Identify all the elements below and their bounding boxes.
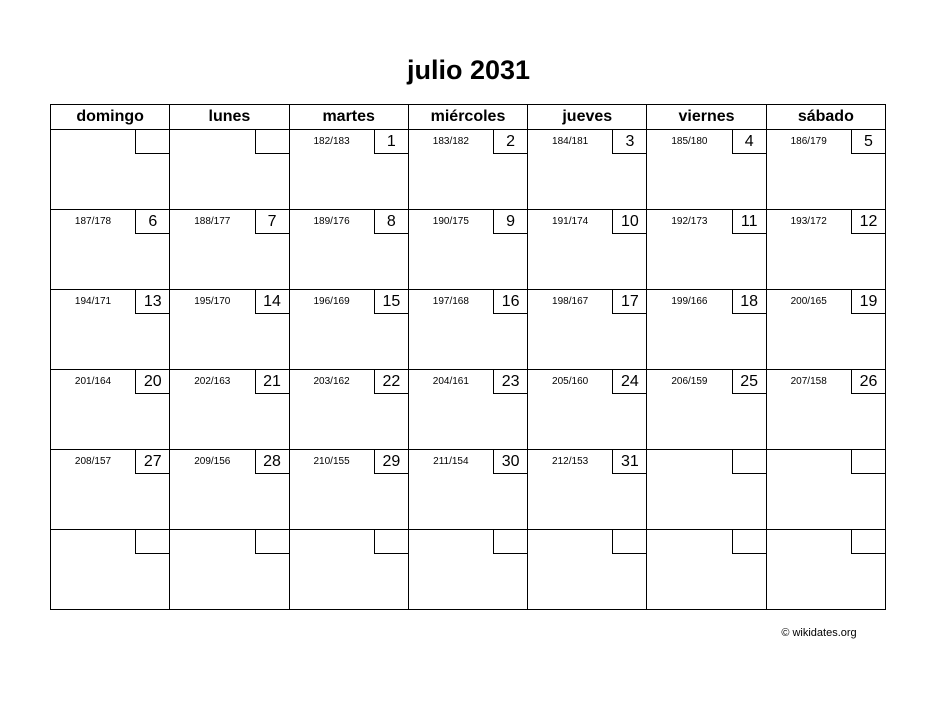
day-cell [170, 290, 289, 370]
day-cell [408, 450, 527, 530]
day-number-box: 17 [612, 290, 646, 314]
day-number-box: 10 [612, 210, 646, 234]
day-of-year-label: 188/177 [194, 216, 231, 227]
day-of-year-label: 193/172 [790, 216, 827, 227]
weekday-header: lunes [170, 105, 289, 130]
day-of-year-label: 194/171 [74, 296, 112, 307]
day-cell [528, 210, 647, 290]
day-number-box [851, 530, 885, 554]
weekday-header-row [51, 105, 886, 130]
day-cell [408, 130, 527, 210]
day-of-year-label: 187/178 [74, 216, 112, 227]
day-of-year-label: 209/156 [194, 456, 231, 467]
day-cell [766, 450, 885, 530]
day-of-year-label: 196/169 [313, 296, 350, 307]
day-of-year-label: 205/160 [552, 376, 589, 387]
day-number-box [374, 530, 408, 554]
day-number-box: 22 [374, 370, 408, 394]
day-number-box: 5 [851, 130, 885, 154]
day-number-box [612, 530, 646, 554]
day-of-year-label: 190/175 [432, 216, 469, 227]
day-cell [528, 130, 647, 210]
day-number-box: 3 [612, 130, 646, 154]
day-number-box: 11 [732, 210, 766, 234]
day-of-year-label: 191/174 [552, 216, 589, 227]
day-of-year-label: 202/163 [194, 376, 231, 387]
day-number-box: 13 [135, 290, 169, 314]
day-number-box: 6 [135, 210, 169, 234]
day-cell [528, 290, 647, 370]
day-cell [170, 210, 289, 290]
day-of-year-label: 197/168 [432, 296, 469, 307]
day-number-box: 8 [374, 210, 408, 234]
day-number-box: 19 [851, 290, 885, 314]
day-cell [766, 530, 885, 610]
day-number-box: 18 [732, 290, 766, 314]
day-cell [51, 290, 170, 370]
day-cell [170, 450, 289, 530]
calendar-week-row [51, 450, 886, 530]
day-of-year-label: 189/176 [313, 216, 350, 227]
day-cell [51, 370, 170, 450]
day-of-year-label: 206/159 [671, 376, 708, 387]
day-cell [647, 450, 766, 530]
day-cell [289, 130, 408, 210]
day-of-year-label: 212/153 [552, 456, 589, 467]
day-cell [528, 530, 647, 610]
day-number-box [493, 530, 527, 554]
copyright-footer: © wikidates.org [781, 627, 857, 639]
day-cell [170, 130, 289, 210]
calendar-week-row [51, 210, 886, 290]
day-number-box: 29 [374, 450, 408, 474]
day-number-box: 30 [493, 450, 527, 474]
day-number-box: 2 [493, 130, 527, 154]
day-cell [766, 370, 885, 450]
day-cell [289, 450, 408, 530]
calendar-week-row [51, 370, 886, 450]
day-number-box: 7 [255, 210, 289, 234]
day-number-box: 15 [374, 290, 408, 314]
day-cell [170, 370, 289, 450]
weekday-header: sábado [766, 105, 885, 130]
day-cell [647, 370, 766, 450]
day-cell [408, 290, 527, 370]
day-number-box: 26 [851, 370, 885, 394]
day-number-box [732, 530, 766, 554]
day-of-year-label: 208/157 [74, 456, 112, 467]
day-number-box: 28 [255, 450, 289, 474]
day-cell [647, 530, 766, 610]
day-of-year-label: 207/158 [790, 376, 827, 387]
weekday-header: miércoles [408, 105, 527, 130]
day-cell [289, 210, 408, 290]
day-cell [647, 130, 766, 210]
day-of-year-label: 182/183 [313, 136, 350, 147]
day-number-box: 16 [493, 290, 527, 314]
day-cell [647, 290, 766, 370]
day-of-year-label: 211/154 [433, 456, 469, 467]
day-cell [528, 450, 647, 530]
day-number-box: 9 [493, 210, 527, 234]
day-of-year-label: 198/167 [552, 296, 589, 307]
weekday-header: viernes [647, 105, 766, 130]
day-number-box [255, 530, 289, 554]
day-number-box: 24 [612, 370, 646, 394]
day-cell [51, 130, 170, 210]
day-of-year-label: 192/173 [671, 216, 708, 227]
day-cell [51, 450, 170, 530]
day-cell [170, 530, 289, 610]
day-of-year-label: 195/170 [194, 296, 231, 307]
day-number-box: 21 [255, 370, 289, 394]
day-of-year-label: 201/164 [74, 376, 112, 387]
day-of-year-label: 186/179 [790, 136, 827, 147]
day-cell [408, 530, 527, 610]
day-number-box: 14 [255, 290, 289, 314]
day-number-box [255, 130, 289, 154]
day-cell [647, 210, 766, 290]
day-cell [766, 130, 885, 210]
day-cell [766, 210, 885, 290]
day-of-year-label: 204/161 [432, 376, 469, 387]
calendar-grid [50, 104, 886, 610]
day-of-year-label: 185/180 [671, 136, 708, 147]
weekday-header: martes [289, 105, 408, 130]
day-number-box [732, 450, 766, 474]
day-cell [51, 530, 170, 610]
weekday-header: jueves [528, 105, 647, 130]
day-cell [766, 290, 885, 370]
day-number-box: 31 [612, 450, 646, 474]
calendar-week-row [51, 130, 886, 210]
day-of-year-label: 183/182 [432, 136, 469, 147]
day-number-box [851, 450, 885, 474]
day-of-year-label: 203/162 [313, 376, 350, 387]
day-cell [51, 210, 170, 290]
day-of-year-label: 184/181 [552, 136, 589, 147]
calendar-week-row [51, 530, 886, 610]
day-number-box: 20 [135, 370, 169, 394]
calendar-title: julio 2031 [406, 55, 531, 85]
day-number-box: 1 [374, 130, 408, 154]
weekday-header: domingo [51, 105, 170, 130]
calendar-week-row [51, 290, 886, 370]
day-number-box: 25 [732, 370, 766, 394]
day-of-year-label: 200/165 [790, 296, 827, 307]
day-number-box: 23 [493, 370, 527, 394]
day-cell [289, 530, 408, 610]
day-cell [528, 370, 647, 450]
day-number-box: 27 [135, 450, 169, 474]
day-cell [408, 370, 527, 450]
day-of-year-label: 210/155 [313, 456, 350, 467]
day-cell [408, 210, 527, 290]
day-number-box [135, 530, 169, 554]
day-of-year-label: 199/166 [671, 296, 708, 307]
day-cell [289, 290, 408, 370]
day-number-box: 12 [851, 210, 885, 234]
day-number-box [135, 130, 169, 154]
day-cell [289, 370, 408, 450]
day-number-box: 4 [732, 130, 766, 154]
